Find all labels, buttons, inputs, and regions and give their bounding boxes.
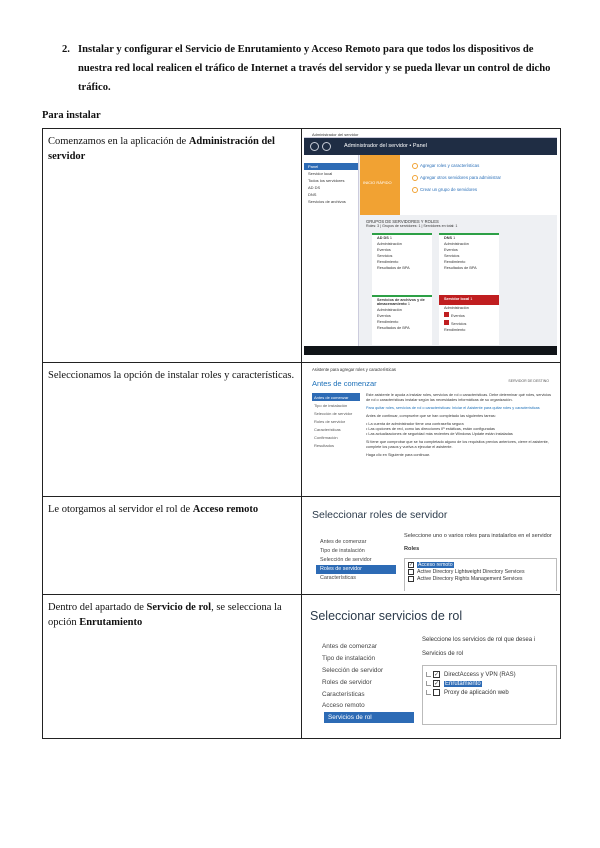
nav-server-selection[interactable]: Selección de servidor xyxy=(320,556,372,563)
wizard-title: Antes de comenzar xyxy=(312,379,377,388)
roles-panel xyxy=(404,533,557,591)
section-subheading: Para instalar xyxy=(42,110,101,121)
tile-line: Servicios xyxy=(377,254,393,258)
tile-count: 1 xyxy=(407,302,410,306)
list-item[interactable] xyxy=(408,576,553,582)
select-roles-screenshot xyxy=(304,499,557,591)
table-row xyxy=(43,129,561,363)
nav-install-type[interactable]: Tipo de instalación xyxy=(314,402,348,408)
tile-line: Administración xyxy=(377,308,402,312)
window-titlebar xyxy=(304,131,557,138)
nav-features[interactable]: Características xyxy=(314,426,341,432)
roles-instruction: Seleccione uno o varios roles para instalarlos en el servidor xyxy=(404,533,552,539)
window-title: Asistente para agregar roles y características xyxy=(312,367,397,372)
wizard-bullet: • Las opciones de red, como las direcciones IP estáticas, están configuradas xyxy=(366,427,495,431)
checkbox-icon[interactable] xyxy=(408,576,414,582)
wizard-body xyxy=(366,393,552,461)
wizard-title: Seleccionar servicios de rol xyxy=(310,609,463,623)
tile-count: 1 xyxy=(453,236,456,240)
sidebar-item-local-server[interactable]: Servidor local xyxy=(308,171,333,176)
nav-install-type[interactable]: Tipo de instalación xyxy=(322,655,376,663)
step-description xyxy=(43,595,302,739)
step-screenshot-cell xyxy=(302,497,561,595)
nav-before-start[interactable]: Antes de comenzar xyxy=(322,643,378,651)
roles-label: Roles xyxy=(404,546,420,552)
heading-number: 2. xyxy=(62,44,70,55)
tile-name: AD DS xyxy=(377,236,389,240)
role-service-label: DirectAccess y VPN (RAS) xyxy=(444,671,516,678)
wizard-paragraph: Haga clic en Siguiente para continuar. xyxy=(366,453,430,457)
steps-table xyxy=(42,128,561,739)
quick-start-label: INICIO RÁPIDO xyxy=(363,180,392,185)
tile-line: Resultados de BPA xyxy=(377,326,410,330)
tile-line: Servicios xyxy=(451,322,467,326)
step-description xyxy=(43,363,302,497)
window-title: Administrador del servidor xyxy=(312,132,359,137)
wizard-bullet: • Las actualizaciones de seguridad más recientes de Windows Update están instaladas xyxy=(366,432,513,436)
step-text: Comenzamos en la aplicación de xyxy=(48,136,189,147)
add-roles-link[interactable]: Agregar roles y características xyxy=(420,163,480,168)
roles-list xyxy=(404,558,557,591)
checkbox-checked-icon[interactable]: ✓ xyxy=(409,562,414,568)
sidebar-item-ad-ds[interactable]: AD DS xyxy=(308,185,321,190)
tile-name: Servicios de archivos y de almacenamiento xyxy=(377,298,425,306)
remove-roles-link[interactable]: Para quitar roles, servicios de rol o características: Iniciar el Asistente para quitar roles y características xyxy=(366,406,540,410)
window-titlebar xyxy=(304,367,557,373)
quick-start-panel xyxy=(360,155,400,215)
step-bold-text: Administración del servidor xyxy=(48,136,275,162)
wizard-nav xyxy=(318,641,414,723)
tile-line: Administración xyxy=(444,306,469,310)
tile-name: DNS xyxy=(444,236,453,240)
nav-features[interactable]: Características xyxy=(320,575,356,582)
tile-line: Servicios xyxy=(444,254,460,258)
app-header-title: Administrador del servidor • Panel xyxy=(344,143,427,149)
step-text: Seleccionamos la opción de instalar roles y características. xyxy=(48,370,295,381)
wizard-bullet: • La cuenta de administrador tiene una contraseña segura xyxy=(366,422,464,426)
back-icon[interactable] xyxy=(310,142,319,151)
nav-confirmation[interactable]: Confirmación xyxy=(314,434,338,440)
wizard-paragraph: Si tiene que comprobar que se ha completado alguno de los requisitos previos anteriores, cierre el asistente, complete los pasos y vuelva a ejecutar el asistente. xyxy=(366,440,549,449)
nav-server-roles[interactable]: Roles de servidor xyxy=(322,678,372,686)
tile-line: Rendimiento xyxy=(444,260,466,264)
step-1-icon xyxy=(412,163,418,169)
checkbox-icon[interactable] xyxy=(433,689,440,696)
tree-connector-icon xyxy=(426,672,431,677)
tile-line: Rendimiento xyxy=(377,320,399,324)
forward-icon[interactable] xyxy=(322,142,331,151)
nav-server-selection[interactable]: Selección de servidor xyxy=(314,410,353,416)
tile-line: Resultados de BPA xyxy=(444,266,477,270)
nav-install-type[interactable]: Tipo de instalación xyxy=(320,547,365,554)
app-header xyxy=(304,138,557,155)
nav-features[interactable]: Características xyxy=(322,690,365,698)
role-services-label: Servicios de rol xyxy=(422,651,464,657)
table-row xyxy=(43,363,561,497)
step-text: , se selecciona la opción xyxy=(48,602,282,628)
add-roles-wizard-screenshot xyxy=(304,365,557,489)
role-label: Active Directory Lightweight Directory Services xyxy=(417,569,525,575)
list-item[interactable] xyxy=(426,689,553,696)
roles-section xyxy=(366,219,457,228)
tile-line: Rendimiento xyxy=(377,260,399,264)
nav-before-start[interactable]: Antes de comenzar xyxy=(320,538,367,545)
step-bold-text: Servicio de rol xyxy=(146,602,212,613)
nav-server-selection[interactable]: Selección de servidor xyxy=(322,666,384,674)
step-bold-text: Enrutamiento xyxy=(79,617,143,628)
instruction-heading xyxy=(62,40,562,97)
sidebar-item-all-servers[interactable]: Todos los servidores xyxy=(308,178,345,183)
destination-server-label: SERVIDOR DE DESTINO xyxy=(508,379,549,383)
welcome-panel xyxy=(400,155,557,215)
checkbox-icon[interactable] xyxy=(408,569,414,575)
step-3-icon xyxy=(412,187,418,193)
list-item[interactable] xyxy=(426,680,553,687)
tile-line: Eventos xyxy=(377,248,391,252)
sidebar-item-file-services[interactable]: Servicios de archivos xyxy=(308,199,346,204)
nav-remote-access[interactable]: Acceso remoto xyxy=(322,702,365,710)
roles-section-title: GRUPOS DE SERVIDORES Y ROLES xyxy=(366,219,439,224)
tile-line: Eventos xyxy=(444,248,458,252)
tree-connector-icon xyxy=(426,690,431,695)
step-description xyxy=(43,497,302,595)
wizard-paragraph: Antes de continuar, compruebe que se han completado las siguientes tareas: xyxy=(366,414,496,418)
server-manager-screenshot xyxy=(304,131,557,355)
tile-line: Eventos xyxy=(377,314,391,318)
step-bold-text: Acceso remoto xyxy=(192,504,259,515)
add-servers-link[interactable]: Agregar otros servidores para administrar xyxy=(420,175,502,180)
nav-role-services[interactable]: Servicios de rol xyxy=(324,712,414,724)
checkbox-checked-icon[interactable]: ✓ xyxy=(434,672,440,678)
table-row xyxy=(43,595,561,739)
sidebar-item-panel[interactable]: Panel xyxy=(304,163,358,170)
role-services-list xyxy=(422,665,557,725)
role-label: Active Directory Rights Management Services xyxy=(417,576,523,582)
step-text: Dentro del apartado de xyxy=(48,602,147,613)
tile-line: Administración xyxy=(444,242,469,246)
tile-line: Eventos xyxy=(451,314,465,318)
sidebar xyxy=(304,155,359,355)
alert-icon xyxy=(444,312,449,317)
sidebar-item-dns[interactable]: DNS xyxy=(308,192,317,197)
checkbox-checked-icon[interactable]: ✓ xyxy=(434,681,440,687)
role-tile[interactable] xyxy=(372,295,432,345)
tree-connector-icon xyxy=(426,681,431,686)
role-tile[interactable] xyxy=(439,233,499,295)
select-role-services-screenshot xyxy=(304,597,557,735)
alert-icon xyxy=(444,320,449,325)
tile-line: Resultados de BPA xyxy=(377,266,410,270)
tile-line: Rendimiento xyxy=(444,328,466,332)
role-service-label: Enrutamiento xyxy=(445,680,481,687)
role-tile[interactable] xyxy=(372,233,432,295)
role-tile-alert[interactable] xyxy=(439,295,499,345)
create-group-link[interactable]: Crear un grupo de servidores xyxy=(420,187,478,192)
wizard-paragraph: Este asistente le ayuda a instalar roles, servicios de rol o características. Debe determinar qué roles, servicios de rol o características instalar según las necesidades informáticas de su organización. xyxy=(366,393,552,402)
role-services-instruction: Seleccione los servicios de rol que desea i xyxy=(422,637,536,643)
roles-section-summary: Roles: 3 | Grupos de servidores: 1 | Servidores en total: 1 xyxy=(366,224,458,228)
tile-count: 1 xyxy=(389,236,393,240)
nav-before-start[interactable]: Antes de comenzar xyxy=(312,393,360,401)
list-item[interactable] xyxy=(408,562,553,568)
wizard-nav xyxy=(312,393,360,449)
step-2-icon xyxy=(412,175,418,181)
list-item[interactable] xyxy=(426,671,553,678)
step-screenshot-cell xyxy=(302,129,561,363)
step-text: Le otorgamos al servidor el rol de xyxy=(48,504,193,515)
tile-name: Servidor local xyxy=(444,297,470,301)
step-screenshot-cell xyxy=(302,595,561,739)
nav-results[interactable]: Resultados xyxy=(314,442,335,448)
role-label: Acceso remoto xyxy=(418,562,453,568)
role-services-panel xyxy=(422,637,557,725)
list-item[interactable] xyxy=(408,569,553,575)
tile-line: Administración xyxy=(377,242,402,246)
tile-count: 1 xyxy=(470,297,473,301)
wizard-title: Seleccionar roles de servidor xyxy=(312,509,448,521)
taskbar xyxy=(304,346,557,355)
nav-server-roles[interactable]: Roles de servidor xyxy=(316,565,396,574)
nav-server-roles[interactable]: Roles de servidor xyxy=(314,418,346,424)
step-description xyxy=(43,129,302,363)
table-row xyxy=(43,497,561,595)
step-screenshot-cell xyxy=(302,363,561,497)
heading-text: Instalar y configurar el Servicio de Enrutamiento y Acceso Remoto para que todos los dispositivos de nuestra red local realicen el tráfico de Internet a través del servidor y se pueda llevar un control de dicho tráfico. xyxy=(78,44,551,93)
wizard-nav xyxy=(316,537,396,583)
role-service-label: Proxy de aplicación web xyxy=(444,689,509,696)
